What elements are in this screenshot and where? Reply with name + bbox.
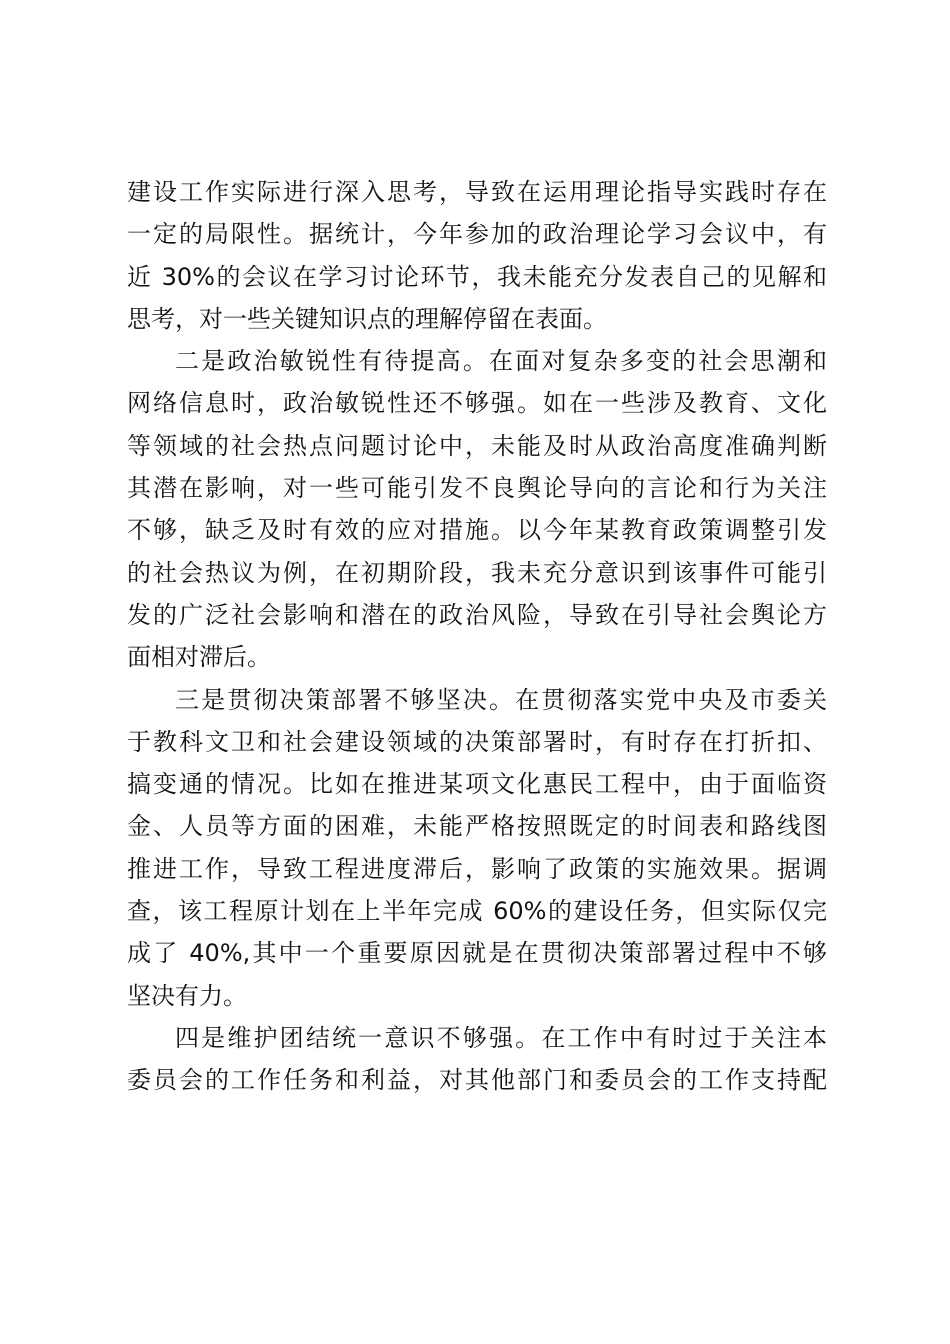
text-line: 一定的局限性。据统计，今年参加的政治理论学习会议中，有 bbox=[127, 220, 827, 249]
text-line: 于教科文卫和社会建设领域的决策部署时，有时存在打折扣、 bbox=[127, 727, 827, 756]
document-body bbox=[127, 171, 827, 1102]
text-line: 委员会的工作任务和利益，对其他部门和委员会的工作支持配 bbox=[127, 1066, 827, 1095]
text-line: 等领域的社会热点问题讨论中，未能及时从政治高度准确判断 bbox=[127, 431, 827, 460]
text-line: 查，该工程原计划在上半年完成 60%的建设任务，但实际仅完 bbox=[127, 897, 827, 926]
text-line: 网络信息时，政治敏锐性还不够强。如在一些涉及教育、文化 bbox=[127, 389, 827, 418]
text-line: 不够，缺乏及时有效的应对措施。以今年某教育政策调整引发 bbox=[127, 516, 827, 545]
paragraph-implementation bbox=[127, 679, 827, 1017]
text-line: 其潜在影响，对一些可能引发不良舆论导向的言论和行为关注 bbox=[127, 474, 827, 503]
text-line: 的社会热议为例，在初期阶段，我未充分意识到该事件可能引 bbox=[127, 558, 827, 587]
text-line: 二是政治敏锐性有待提高。在面对复杂多变的社会思潮和 bbox=[175, 347, 827, 376]
text-line: 坚决有力。 bbox=[127, 981, 247, 1010]
paragraph-unity bbox=[127, 1017, 827, 1102]
text-line: 发的广泛社会影响和潜在的政治风险，导致在引导社会舆论方 bbox=[127, 600, 827, 629]
text-line: 金、人员等方面的困难，未能严格按照既定的时间表和路线图 bbox=[127, 812, 827, 841]
text-line: 思考，对一些关键知识点的理解停留在表面。 bbox=[127, 304, 607, 333]
text-line: 四是维护团结统一意识不够强。在工作中有时过于关注本 bbox=[175, 1023, 827, 1052]
paragraph-political-sensitivity bbox=[127, 340, 827, 678]
text-line: 成了 40%,其中一个重要原因就是在贯彻决策部署过程中不够 bbox=[127, 939, 827, 968]
text-line: 近 30%的会议在学习讨论环节，我未能充分发表自己的见解和 bbox=[127, 262, 827, 291]
paragraph-continuation bbox=[127, 171, 827, 340]
text-line: 建设工作实际进行深入思考，导致在运用理论指导实践时存在 bbox=[127, 178, 827, 206]
text-line: 搞变通的情况。比如在推进某项文化惠民工程中，由于面临资 bbox=[127, 770, 827, 799]
text-line: 推进工作，导致工程进度滞后，影响了政策的实施效果。据调 bbox=[127, 854, 827, 883]
text-line: 面相对滞后。 bbox=[127, 643, 271, 672]
text-line: 三是贯彻决策部署不够坚决。在贯彻落实党中央及市委关 bbox=[175, 685, 827, 714]
